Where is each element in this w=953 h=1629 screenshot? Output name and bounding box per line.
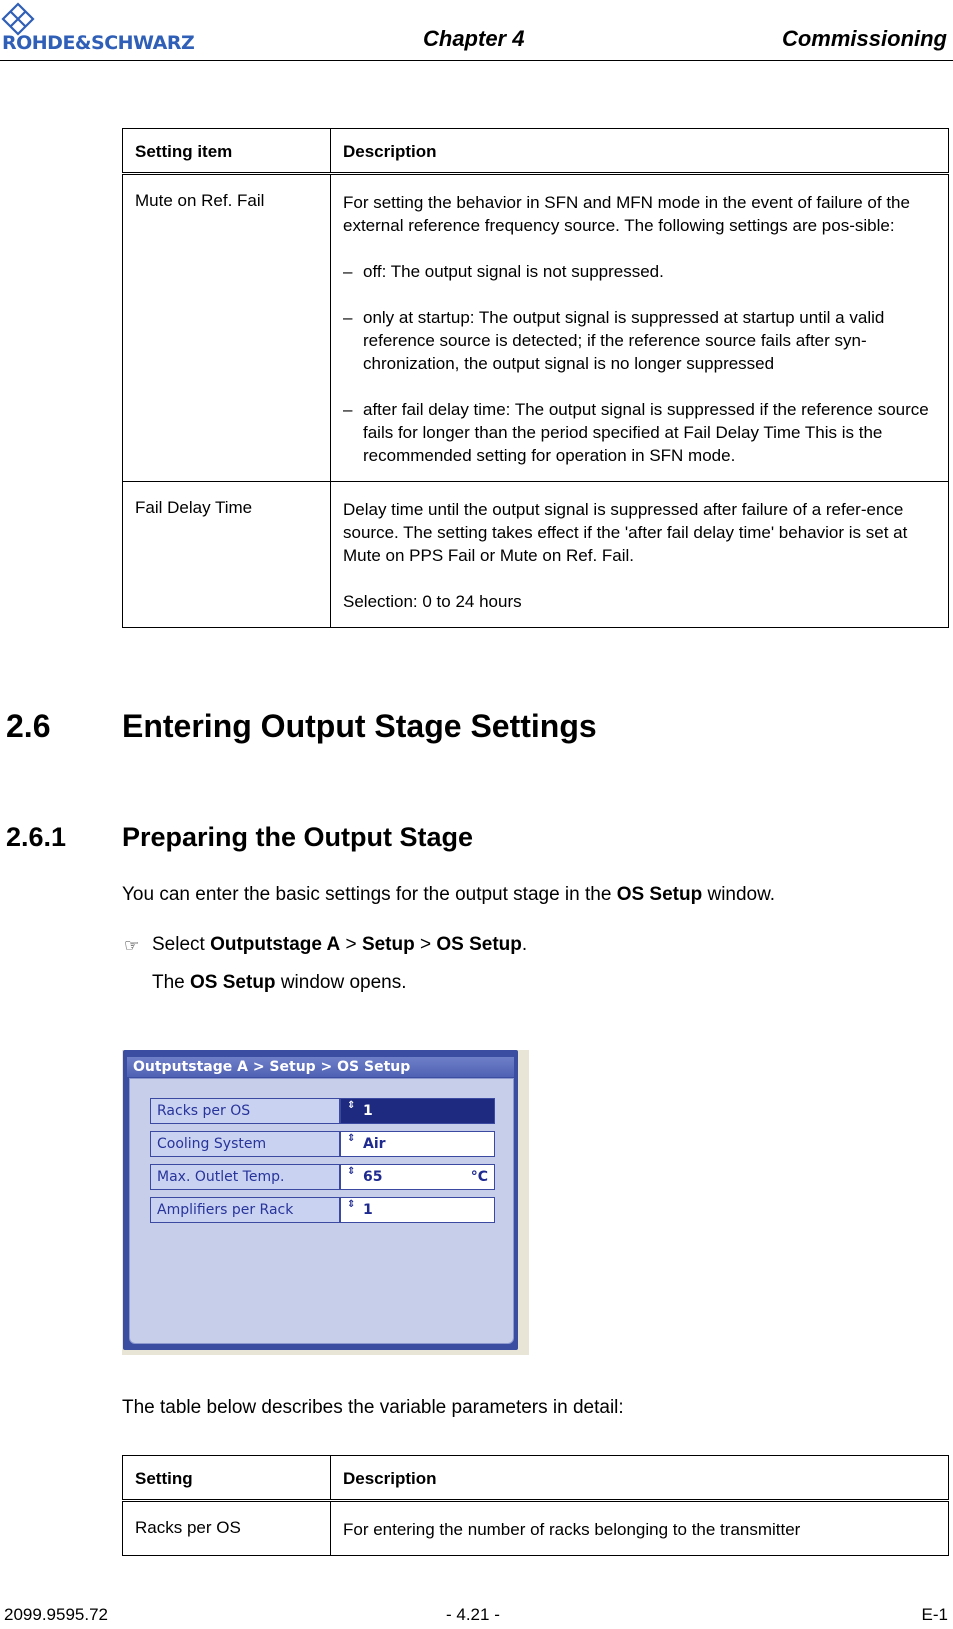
field-max-outlet-temp	[150, 1164, 495, 1192]
max-outlet-temp-spinner[interactable]	[340, 1164, 495, 1190]
field-label: Max. Outlet Temp.	[150, 1164, 340, 1190]
field-label: Racks per OS	[150, 1098, 340, 1124]
subsection-title: Preparing the Output Stage	[122, 822, 474, 852]
header-divider	[0, 60, 953, 61]
spinner-arrows-icon[interactable]: ⇕	[347, 1166, 356, 1177]
spinner-arrows-icon[interactable]: ⇕	[347, 1199, 356, 1210]
field-label: Amplifiers per Rack	[150, 1197, 340, 1223]
window-body	[129, 1078, 514, 1344]
footer-revision: E-1	[921, 1605, 948, 1624]
spinner-arrows-icon[interactable]: ⇕	[347, 1100, 356, 1111]
field-unit: °C	[470, 1169, 488, 1185]
field-value: Air	[363, 1136, 386, 1152]
parameters-table	[122, 1455, 949, 1556]
table-header-row	[123, 129, 949, 174]
footer-page-number: - 4.21 -	[446, 1605, 500, 1624]
setting-item-cell: Mute on Ref. Fail	[123, 174, 331, 482]
header-section: Commissioning	[781, 26, 947, 51]
field-value: 1	[363, 1103, 373, 1119]
spinner-arrows-icon[interactable]: ⇕	[347, 1133, 356, 1144]
field-label: Cooling System	[150, 1131, 340, 1157]
table-header-row	[123, 1456, 949, 1501]
description-cell	[331, 482, 949, 628]
racks-per-os-spinner[interactable]	[340, 1098, 495, 1124]
option-after-fail-delay-time: – after fail delay time: The output signal is suppressed if the reference source fails for longer than the period specified at Fail Delay Time This is the recommended setting for operation in SFN mode.	[343, 398, 936, 467]
field-value: 65	[363, 1169, 383, 1185]
field-cooling-system	[150, 1131, 495, 1159]
description-intro: Delay time until the output signal is suppressed after failure of a refer-ence source. The setting takes effect if the 'after fail delay time' behavior is set at Mute on PPS Fail or Mute on Ref. Fail.	[343, 500, 908, 565]
selection-range: Selection: 0 to 24 hours	[343, 592, 522, 611]
setting-item-cell: Fail Delay Time	[123, 482, 331, 628]
rohde-schwarz-logo-icon	[0, 2, 230, 50]
column-header-setting: Setting	[123, 1456, 331, 1501]
table-row	[123, 174, 949, 482]
intro-paragraph: You can enter the basic settings for the output stage in the OS Setup window.	[122, 884, 776, 905]
os-setup-screenshot	[122, 1050, 529, 1355]
rohde-schwarz-logo	[0, 2, 230, 50]
header-chapter: Chapter 4	[423, 26, 525, 51]
step-result: The OS Setup window opens.	[152, 972, 407, 993]
table-row	[123, 482, 949, 628]
description-intro: For setting the behavior in SFN and MFN mode in the event of failure of the external reference frequency source. The following settings are pos-sible:	[343, 193, 910, 235]
setting-cell: Racks per OS	[123, 1501, 331, 1556]
column-header-description: Description	[331, 1456, 949, 1501]
hand-pointer-icon: ☞	[124, 936, 140, 955]
column-header-setting-item: Setting item	[123, 129, 331, 174]
footer-doc-number: 2099.9595.72	[4, 1605, 108, 1624]
window-title-bar: Outputstage A > Setup > OS Setup	[127, 1057, 514, 1077]
field-amplifiers-per-rack	[150, 1197, 495, 1225]
description-cell	[331, 174, 949, 482]
settings-table	[122, 128, 949, 628]
field-value: 1	[363, 1202, 373, 1218]
option-only-at-startup: – only at startup: The output signal is suppressed at startup until a valid reference source is detected; if the reference source fails after syn-chronization, the output signal is no longer suppressed	[343, 306, 936, 375]
column-header-description: Description	[331, 129, 949, 174]
option-off: – off: The output signal is not suppressed.	[343, 260, 936, 283]
svg-text:ROHDE&SCHWARZ: ROHDE&SCHWARZ	[2, 32, 195, 50]
table-intro: The table below describes the variable parameters in detail:	[122, 1397, 624, 1418]
cooling-system-spinner[interactable]	[340, 1131, 495, 1157]
os-setup-window	[123, 1050, 518, 1350]
field-racks-per-os	[150, 1098, 495, 1126]
table-row	[123, 1501, 949, 1556]
section-number: 2.6	[6, 708, 51, 744]
section-title: Entering Output Stage Settings	[122, 708, 597, 744]
subsection-number: 2.6.1	[6, 822, 67, 852]
amplifiers-per-rack-spinner[interactable]	[340, 1197, 495, 1223]
instruction-step: Select Outputstage A > Setup > OS Setup.	[152, 934, 528, 955]
description-cell: For entering the number of racks belonging to the transmitter	[331, 1501, 949, 1556]
